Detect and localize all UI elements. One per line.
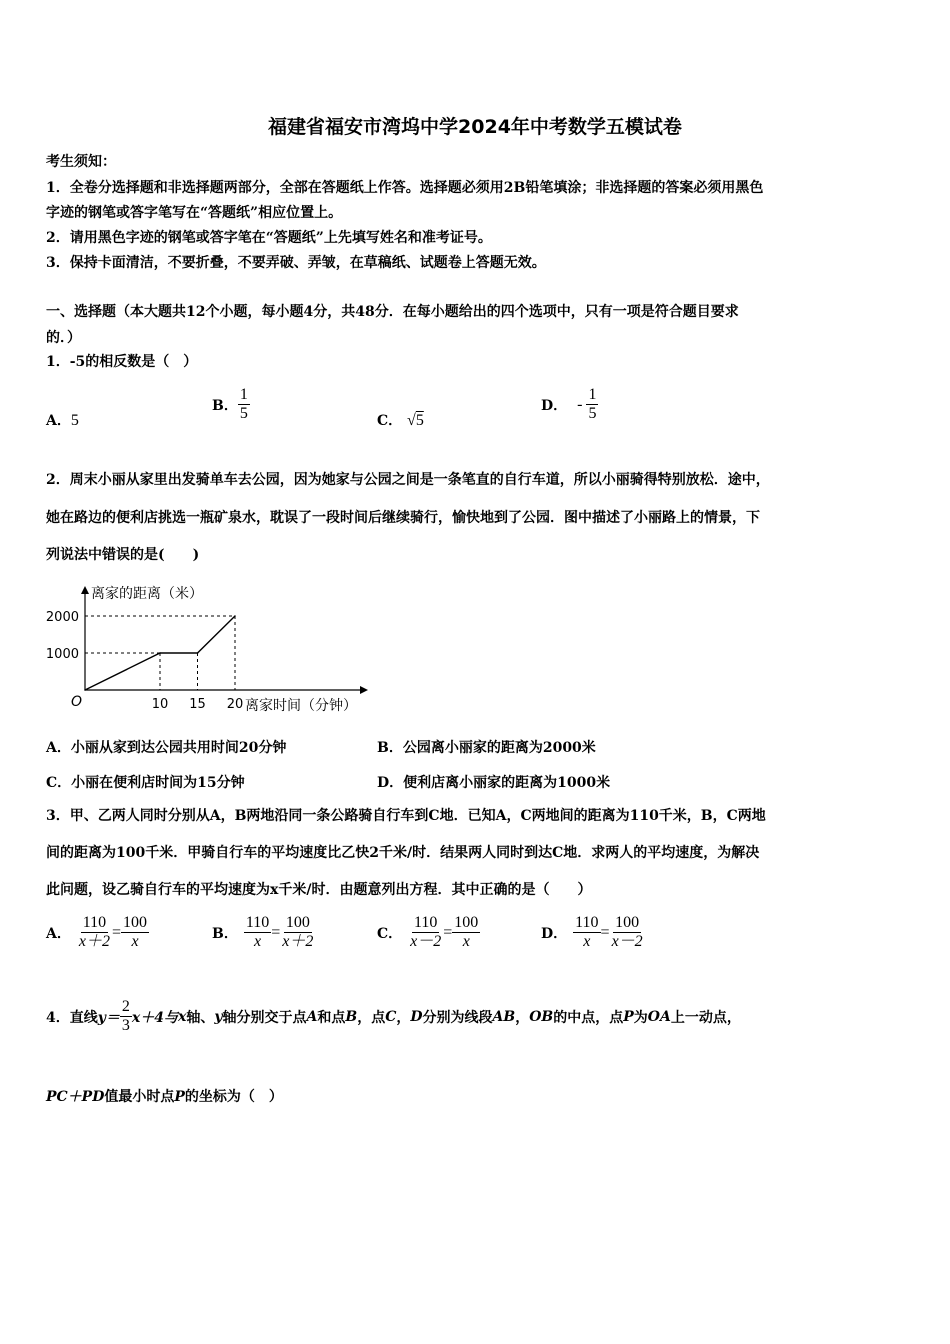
q3-b-right-num: 100 — [285, 914, 310, 931]
notice-item-3: 3．保持卡面清洁，不要折叠，不要弄破、弄皱，在草稿纸、试题卷上答题无效。 — [46, 255, 546, 271]
q4-end1: 上一动点， — [670, 1009, 741, 1026]
q2-option-a[interactable]: A．小丽从家到达公园共用时间20分钟 — [46, 740, 287, 756]
data-point — [159, 652, 161, 654]
q1-option-d-sign: - — [577, 395, 583, 413]
q3-c-left-fraction — [408, 914, 443, 951]
section-heading-line-2: 的．） — [46, 330, 81, 346]
q4-slope-den: 3 — [121, 1017, 130, 1034]
notice-item-1-line-2: 字迹的钢笔或答字笔写在“答题纸”相应位置上。 — [46, 205, 343, 221]
q4-slope-num: 2 — [121, 998, 130, 1015]
distance-time-chart — [40, 578, 400, 720]
origin-label: O — [71, 694, 83, 710]
q3-a-left-fraction — [77, 914, 112, 951]
q3-b-right-den: x＋2 — [282, 933, 314, 950]
q4-mid4: 的中点，点 — [553, 1009, 624, 1026]
q4-expression: PC＋PD — [46, 1089, 105, 1105]
q4-line2-end: 的坐标为（ ） — [184, 1089, 283, 1105]
q4-comma1: ，点 — [357, 1009, 386, 1026]
q3-b-left-den: x — [253, 933, 262, 950]
q1-d-denominator: 5 — [588, 405, 597, 422]
q2-stem-line-1: 2．周末小丽从家里出发骑单车去公园，因为她家与公园之间是一条笔直的自行车道，所以小丽骑得特别放松．途中， — [46, 472, 770, 488]
q3-b-equals: = — [271, 923, 281, 941]
q1-option-a-value: 5 — [70, 412, 79, 429]
q3-option-b-label: B． — [212, 925, 238, 942]
q4-segment-ab: AB — [492, 1008, 516, 1025]
y-axis-arrow — [81, 586, 89, 594]
q4-comma3: ， — [515, 1009, 530, 1026]
q4-comma2: ， — [396, 1009, 411, 1026]
sqrt-symbol: √ — [407, 412, 416, 429]
q4-mid1: 轴、 — [186, 1009, 215, 1026]
q1-option-c-radicand: 5 — [415, 412, 424, 429]
q4-y-eq: y＝ — [97, 1009, 120, 1026]
q3-a-left-num: 110 — [82, 914, 107, 931]
q1-option-a[interactable] — [46, 410, 79, 430]
x-axis-arrow — [360, 686, 368, 694]
q4-segment-oa: OA — [647, 1008, 671, 1025]
q4-mid5: 为 — [633, 1009, 648, 1026]
q3-b-left-num: 110 — [245, 914, 270, 931]
q4-point-c: C — [385, 1008, 397, 1025]
q1-option-c-label: C． — [377, 413, 403, 429]
q3-d-right-fraction — [610, 914, 645, 951]
q4-point-p: P — [623, 1008, 634, 1025]
y-tick-label: 1000 — [45, 647, 79, 662]
q1-option-a-label: A． — [46, 413, 71, 429]
q3-a-right-num: 100 — [123, 914, 148, 931]
q1-option-b-label: B． — [212, 397, 238, 414]
q2-option-d[interactable]: D．便利店离小丽家的距离为1000米 — [377, 775, 611, 791]
q3-option-d[interactable] — [541, 914, 645, 951]
q2-stem-line-2: 她在路边的便利店挑选一瓶矿泉水，耽误了一段时间后继续骑行，愉快地到了公园．图中描述了小丽路上的情景，下 — [46, 510, 760, 526]
q4-y-var: y — [214, 1008, 223, 1025]
q3-option-d-label: D． — [541, 925, 568, 942]
q4-line2-point-p: P — [174, 1089, 185, 1105]
q4-stem-line-2 — [46, 1086, 283, 1106]
q3-c-right-fraction — [452, 914, 480, 951]
q3-d-left-fraction — [573, 914, 600, 951]
notice-item-2: 2．请用黑色字迹的钢笔或答字笔在“答题纸”上先填写姓名和准考证号。 — [46, 230, 492, 246]
q1-stem: 1．-5的相反数是（ ） — [46, 354, 198, 370]
notice-item-1-line-1: 1．全卷分选择题和非选择题两部分，全部在答题纸上作答。选择题必须用2B铅笔填涂；非选择题的答案必须用黑色 — [46, 180, 764, 196]
q3-option-a[interactable] — [46, 914, 149, 951]
x-tick-label: 10 — [151, 697, 169, 712]
q1-b-denominator: 5 — [239, 405, 248, 422]
q3-d-right-num: 100 — [615, 914, 640, 931]
q3-option-c[interactable] — [377, 914, 480, 951]
q1-option-b[interactable] — [212, 386, 250, 423]
q3-d-right-den: x－2 — [611, 933, 643, 950]
q3-c-left-num: 110 — [414, 914, 438, 931]
q3-a-right-fraction — [121, 914, 149, 951]
q3-option-c-label: C． — [377, 925, 403, 942]
q4-stem-line-1 — [46, 998, 741, 1035]
q3-b-right-fraction — [280, 914, 315, 951]
q3-a-equals: = — [111, 923, 122, 941]
q3-d-left-den: x — [583, 933, 591, 950]
y-axis-label: 离家的距离（米） — [91, 586, 203, 602]
q2-option-c[interactable]: C．小丽在便利店时间为15分钟 — [46, 775, 245, 791]
q1-option-d-label: D． — [541, 397, 568, 414]
q3-stem-line-3: 此问题，设乙骑自行车的平均速度为x千米/时．由题意列出方程．其中正确的是（ ） — [46, 882, 592, 898]
q3-c-left-den: x－2 — [410, 933, 442, 950]
q2-stem-line-3: 列说法中错误的是( ) — [46, 547, 200, 563]
q4-mid3: 分别为线段 — [422, 1009, 493, 1026]
section-heading-line-1: 一、选择题（本大题共12个小题，每小题4分，共48分．在每小题给出的四个选项中，只有一项是符合题目要求 — [46, 304, 739, 320]
q3-a-left-den: x＋2 — [78, 933, 110, 950]
x-tick-label: 20 — [226, 697, 244, 712]
data-point — [197, 652, 199, 654]
q1-d-numerator: 1 — [588, 386, 597, 403]
q2-option-b[interactable]: B．公园离小丽家的距离为2000米 — [377, 740, 596, 756]
q3-c-right-den: x — [462, 933, 470, 950]
q4-line2-mid: 值最小时点 — [104, 1089, 175, 1105]
q3-a-right-den: x — [131, 933, 139, 950]
x-tick-label: 15 — [189, 697, 206, 712]
q4-point-a: A — [306, 1008, 318, 1025]
q4-segment-ob: OB — [529, 1008, 554, 1025]
q4-after-frac: x＋4与 — [131, 1009, 178, 1026]
q3-b-left-fraction — [244, 914, 271, 951]
q1-b-numerator: 1 — [239, 386, 248, 403]
q4-x-var: x — [177, 1008, 187, 1025]
q1-option-b-fraction — [238, 386, 250, 423]
q4-point-b: B — [345, 1008, 358, 1025]
q3-stem-line-1: 3．甲、乙两人同时分别从A，B两地沿同一条公路骑自行车到C地．已知A，C两地间的距离为110千米，B，C两地 — [46, 808, 766, 824]
notice-header: 考生须知： — [46, 154, 116, 170]
q3-option-a-label: A． — [46, 925, 71, 942]
q4-point-d: D — [410, 1008, 423, 1025]
data-point — [234, 615, 236, 617]
q3-d-left-num: 110 — [575, 914, 599, 931]
q1-option-c[interactable] — [377, 410, 424, 430]
q1-option-d-fraction — [586, 386, 598, 423]
q4-prefix: 4．直线 — [46, 1009, 98, 1026]
x-axis-label: 离家时间（分钟） — [245, 698, 357, 714]
q3-c-equals: = — [443, 923, 453, 941]
q3-stem-line-2: 间的距离为100千米．甲骑自行车的平均速度比乙快2千米/时．结果两人同时到达C地．求两人的平均速度，为解决 — [46, 845, 760, 861]
q3-c-right-num: 100 — [454, 914, 479, 931]
q4-mid2: 轴分别交于点 — [222, 1009, 307, 1026]
y-tick-label: 2000 — [45, 610, 79, 625]
q3-d-equals: = — [600, 923, 610, 941]
q4-and1: 和点 — [317, 1009, 346, 1026]
page-title: 福建省福安市湾坞中学2024年中考数学五模试卷 — [268, 116, 682, 138]
q4-slope-fraction — [120, 998, 132, 1035]
q1-option-d[interactable] — [541, 386, 598, 423]
data-point — [84, 689, 86, 691]
q3-option-b[interactable] — [212, 914, 315, 951]
